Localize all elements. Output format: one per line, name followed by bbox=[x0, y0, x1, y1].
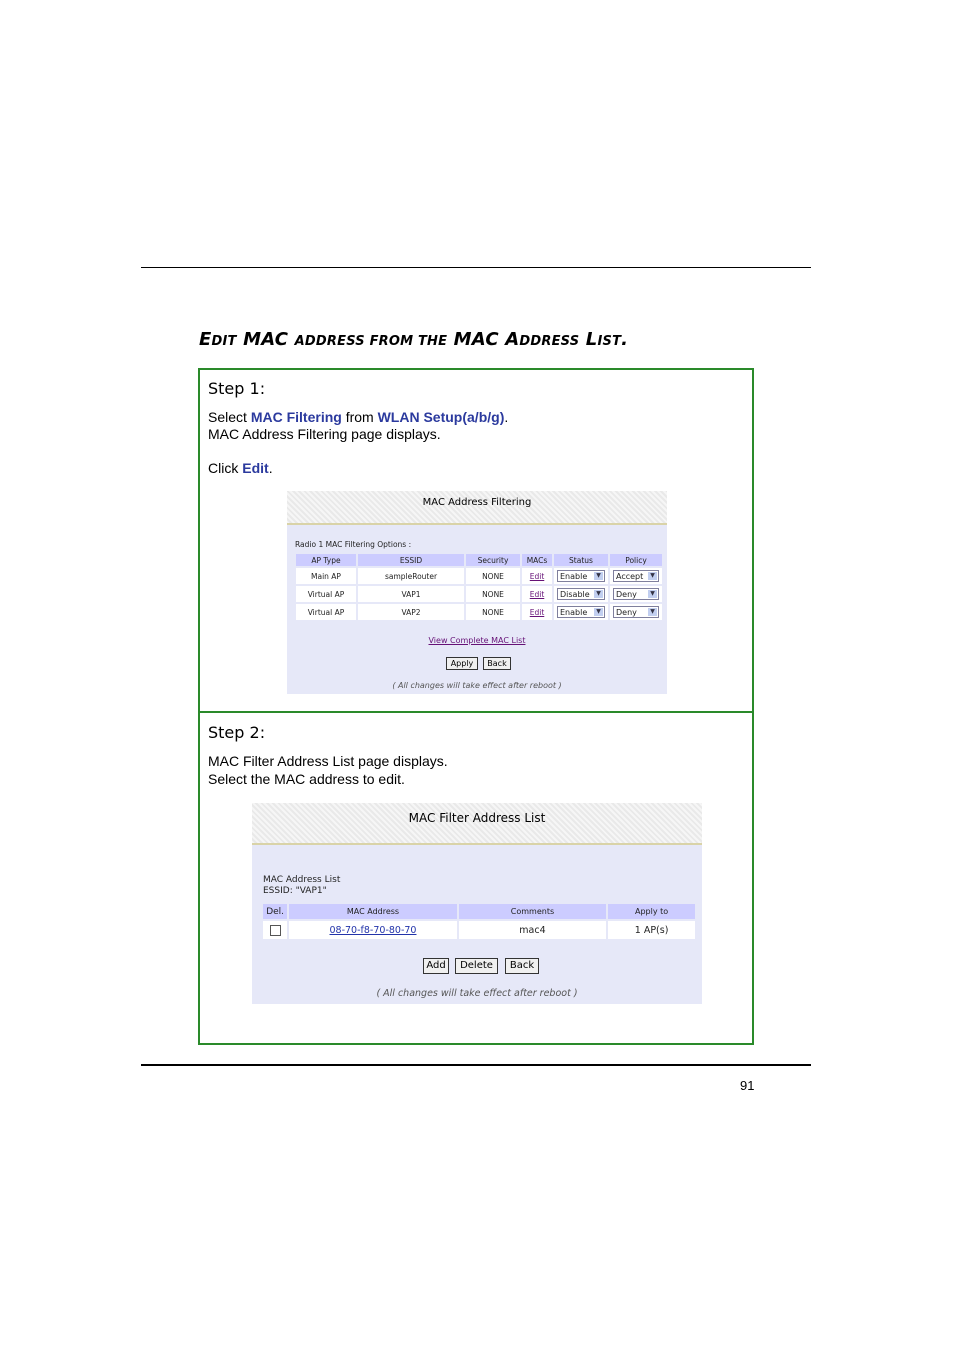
back-button[interactable]: Back bbox=[483, 657, 511, 670]
essid-cell: VAP1 bbox=[358, 586, 464, 602]
col-ap-type: AP Type bbox=[296, 554, 356, 566]
edit-link[interactable]: Edit bbox=[529, 589, 545, 599]
edit-link[interactable]: Edit bbox=[529, 607, 545, 617]
step1-instruction-displays: MAC Address Filtering page displays. bbox=[208, 426, 441, 442]
chevron-down-icon: ▼ bbox=[648, 572, 657, 580]
page-number: 91 bbox=[740, 1078, 755, 1093]
ap-type-cell: Main AP bbox=[296, 568, 356, 584]
mac-address-list-label: MAC Address List bbox=[263, 875, 341, 885]
header-rule bbox=[141, 267, 811, 268]
screenshot-title: MAC Address Filtering bbox=[422, 497, 532, 508]
mac-address-link[interactable]: 08-70-f8-70-80-70 bbox=[329, 924, 417, 936]
col-status: Status bbox=[554, 554, 608, 566]
apply-button[interactable]: Apply bbox=[446, 657, 478, 670]
step2-instruction-displays: MAC Filter Address List page displays. bbox=[208, 753, 448, 769]
screenshot-header bbox=[287, 491, 667, 525]
chevron-down-icon: ▼ bbox=[648, 590, 657, 598]
ap-type-cell: Virtual AP bbox=[296, 604, 356, 620]
col-macs: MACs bbox=[522, 554, 552, 566]
step1-instruction-click: Click Edit. bbox=[208, 460, 273, 476]
filtering-table bbox=[294, 552, 664, 622]
section-heading: EDIT MAC ADDRESS FROM THE MAC ADDRESS LIST. bbox=[199, 329, 629, 350]
col-policy: Policy bbox=[610, 554, 662, 566]
col-apply-to: Apply to bbox=[608, 904, 695, 919]
reboot-note: ( All changes will take effect after reboot ) bbox=[376, 988, 578, 999]
table-row bbox=[296, 568, 662, 584]
step2-instruction-select: Select the MAC address to edit. bbox=[208, 771, 405, 787]
add-button[interactable]: Add bbox=[423, 958, 449, 974]
edit-link[interactable]: Edit bbox=[529, 571, 545, 581]
ap-type-cell: Virtual AP bbox=[296, 586, 356, 602]
mac-filtering-screenshot bbox=[287, 491, 667, 694]
back-button[interactable]: Back bbox=[505, 958, 539, 974]
col-mac-address: MAC Address bbox=[289, 904, 457, 919]
screenshot-title: MAC Filter Address List bbox=[408, 811, 546, 825]
status-select[interactable]: Enable ▼ bbox=[557, 606, 605, 618]
chevron-down-icon: ▼ bbox=[594, 608, 603, 616]
chevron-down-icon: ▼ bbox=[594, 572, 603, 580]
step1-instruction-select: Select MAC Filtering from WLAN Setup(a/b/g). bbox=[208, 409, 509, 425]
status-select[interactable]: Enable ▼ bbox=[557, 570, 605, 582]
col-essid: ESSID bbox=[358, 554, 464, 566]
table-row bbox=[296, 586, 662, 602]
delete-button[interactable]: Delete bbox=[455, 958, 498, 974]
essid-cell: VAP2 bbox=[358, 604, 464, 620]
footer-rule bbox=[141, 1064, 811, 1066]
filtering-options-label: Radio 1 MAC Filtering Options : bbox=[295, 540, 412, 549]
apply-to-cell: 1 AP(s) bbox=[608, 921, 695, 939]
step1-box bbox=[198, 368, 754, 713]
table-row bbox=[296, 604, 662, 620]
essid-cell: sampleRouter bbox=[358, 568, 464, 584]
security-cell: NONE bbox=[466, 586, 520, 602]
table-row bbox=[263, 921, 695, 939]
screenshot-header bbox=[252, 803, 702, 845]
mac-address-table bbox=[261, 902, 697, 941]
security-cell: NONE bbox=[466, 604, 520, 620]
col-security: Security bbox=[466, 554, 520, 566]
view-complete-mac-list-link[interactable]: View Complete MAC List bbox=[428, 636, 526, 645]
reboot-note: ( All changes will take effect after reboot ) bbox=[392, 681, 562, 690]
col-comments: Comments bbox=[459, 904, 606, 919]
step2-box bbox=[198, 711, 754, 1045]
comment-cell: mac4 bbox=[459, 921, 606, 939]
policy-select[interactable]: Accept ▼ bbox=[613, 570, 659, 582]
chevron-down-icon: ▼ bbox=[648, 608, 657, 616]
essid-label: ESSID: "VAP1" bbox=[263, 886, 327, 896]
policy-select[interactable]: Deny ▼ bbox=[613, 606, 659, 618]
delete-checkbox[interactable] bbox=[270, 925, 281, 936]
chevron-down-icon: ▼ bbox=[594, 590, 603, 598]
step1-title: Step 1: bbox=[208, 379, 266, 398]
policy-select[interactable]: Deny ▼ bbox=[613, 588, 659, 600]
status-select[interactable]: Disable ▼ bbox=[557, 588, 605, 600]
security-cell: NONE bbox=[466, 568, 520, 584]
mac-filter-list-screenshot bbox=[252, 803, 702, 1004]
step2-title: Step 2: bbox=[208, 723, 266, 742]
col-del: Del. bbox=[263, 904, 287, 919]
